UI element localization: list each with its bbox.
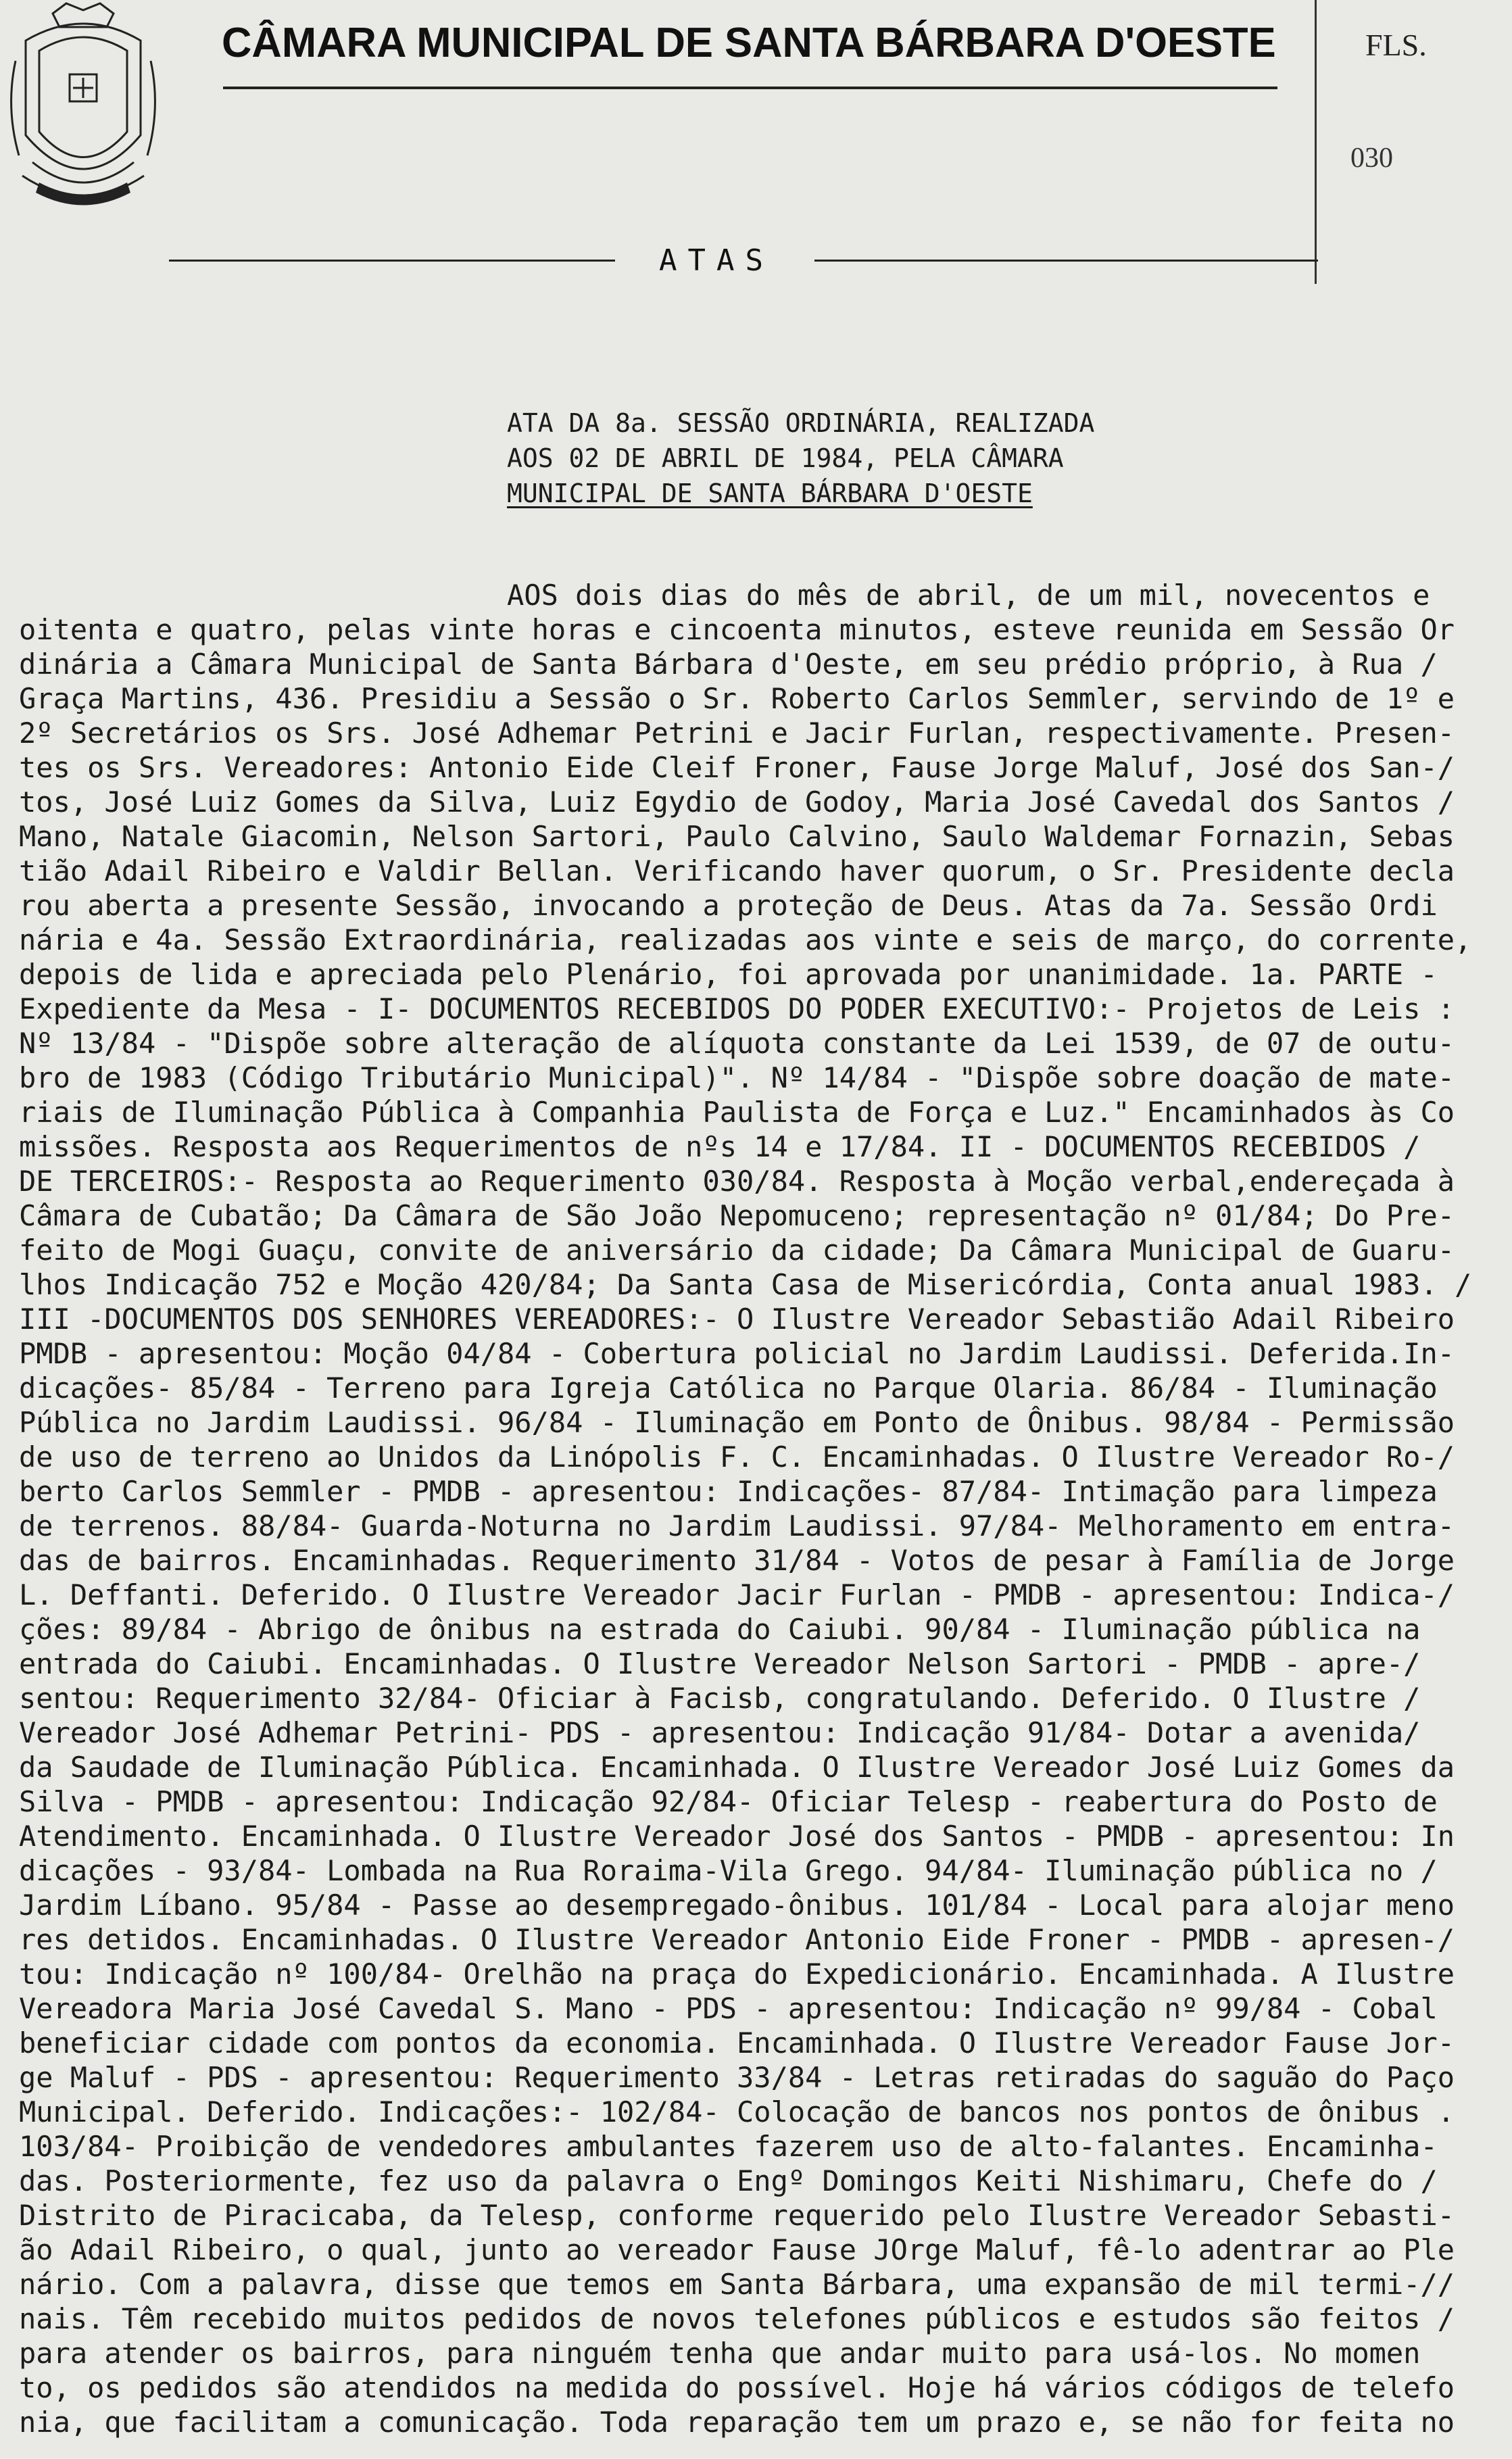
minutes-line: beneficiar cidade com pontos da economia. Encaminhada. O Ilustre Vereador Fause Jor- bbox=[19, 2026, 1455, 2060]
minutes-line: tos, José Luiz Gomes da Silva, Luiz Egydio de Godoy, Maria José Cavedal dos Santos / bbox=[19, 785, 1455, 819]
minutes-line: tes os Srs. Vereadores: Antonio Eide Cleif Froner, Fause Jorge Maluf, José dos San-/ bbox=[19, 751, 1455, 784]
minutes-line: tou: Indicação nº 100/84- Orelhão na praça do Expedicionário. Encaminhada. A Ilustre bbox=[19, 1957, 1455, 1991]
minutes-line: feito de Mogi Guaçu, convite de aniversário da cidade; Da Câmara Municipal de Guaru- bbox=[19, 1234, 1455, 1267]
minutes-line: Nº 13/84 - "Dispõe sobre alteração de alíquota constante da Lei 1539, de 07 de outu- bbox=[19, 1027, 1455, 1060]
minutes-line: da Saudade de Iluminação Pública. Encaminhada. O Ilustre Vereador José Luiz Gomes da bbox=[19, 1751, 1455, 1784]
municipal-crest-icon bbox=[5, 0, 161, 223]
minutes-line: rou aberta a presente Sessão, invocando a proteção de Deus. Atas da 7a. Sessão Ordi bbox=[19, 889, 1438, 922]
minutes-line: Municipal. Deferido. Indicações:- 102/84- Colocação de bancos nos pontos de ônibus . bbox=[19, 2095, 1455, 2128]
fls-label: FLS. bbox=[1365, 28, 1427, 62]
minutes-line: nário. Com a palavra, disse que temos em Santa Bárbara, uma expansão de mil termi-// bbox=[19, 2268, 1455, 2301]
ata-title-line: MUNICIPAL DE SANTA BÁRBARA D'OESTE bbox=[507, 479, 1033, 508]
minutes-line: sentou: Requerimento 32/84- Oficiar à Facisb, congratulando. Deferido. O Ilustre / bbox=[19, 1682, 1421, 1715]
minutes-line: Distrito de Piracicaba, da Telesp, conforme requerido pelo Ilustre Vereador Sebasti- bbox=[19, 2199, 1455, 2232]
minutes-line: ge Maluf - PDS - apresentou: Requerimento 33/84 - Letras retiradas do saguão do Paço bbox=[19, 2061, 1455, 2094]
minutes-line: Mano, Natale Giacomin, Nelson Sartori, Paulo Calvino, Saulo Waldemar Fornazin, Sebas bbox=[19, 820, 1455, 853]
minutes-line: depois de lida e apreciada pelo Plenário, foi aprovada por unanimidade. 1a. PARTE - bbox=[19, 958, 1438, 991]
minutes-line: Câmara de Cubatão; Da Câmara de São João Nepomuceno; representação nº 01/84; Do Pre- bbox=[19, 1199, 1455, 1232]
minutes-line: lhos Indicação 752 e Moção 420/84; Da Santa Casa de Misericórdia, Conta anual 1983. / bbox=[19, 1268, 1472, 1301]
minutes-line: III -DOCUMENTOS DOS SENHORES VEREADORES:- O Ilustre Vereador Sebastião Adail Ribeiro bbox=[19, 1302, 1455, 1336]
minutes-line: to, os pedidos são atendidos na medida do possível. Hoje há vários códigos de telefo bbox=[19, 2371, 1455, 2404]
ata-title-line: ATA DA 8a. SESSÃO ORDINÁRIA, REALIZADA bbox=[507, 408, 1095, 438]
minutes-line: dicações - 93/84- Lombada na Rua Roraima-Vila Grego. 94/84- Iluminação pública no / bbox=[19, 1854, 1438, 1887]
minutes-line: DE TERCEIROS:- Resposta ao Requerimento 030/84. Resposta à Moção verbal,endereçada à bbox=[19, 1165, 1455, 1198]
minutes-line: Vereador José Adhemar Petrini- PDS - apresentou: Indicação 91/84- Dotar a avenida/ bbox=[19, 1716, 1421, 1749]
section-rule-left bbox=[169, 260, 615, 262]
minutes-line: riais de Iluminação Pública à Companhia Paulista de Força e Luz." Encaminhados às Co bbox=[19, 1096, 1455, 1129]
org-name: CÂMARA MUNICIPAL DE SANTA BÁRBARA D'OESTE bbox=[222, 20, 1276, 66]
section-title: ATAS bbox=[659, 243, 774, 278]
minutes-line: 2º Secretários os Srs. José Adhemar Petrini e Jacir Furlan, respectivamente. Presen- bbox=[19, 716, 1455, 750]
minutes-line: PMDB - apresentou: Moção 04/84 - Cobertura policial no Jardim Laudissi. Deferida.In- bbox=[19, 1337, 1455, 1370]
minutes-line: berto Carlos Semmler - PMDB - apresentou: Indicações- 87/84- Intimação para limpeza bbox=[19, 1475, 1438, 1508]
ata-title-line: AOS 02 DE ABRIL DE 1984, PELA CÂMARA bbox=[507, 443, 1064, 473]
minutes-line: das de bairros. Encaminhadas. Requerimento 31/84 - Votos de pesar à Família de Jorge bbox=[19, 1544, 1455, 1577]
minutes-line: 103/84- Proibição de vendedores ambulantes fazerem uso de alto-falantes. Encaminha- bbox=[19, 2130, 1438, 2163]
minutes-line: Atendimento. Encaminhada. O Ilustre Vereador José dos Santos - PMDB - apresentou: In bbox=[19, 1820, 1455, 1853]
minutes-line: tião Adail Ribeiro e Valdir Bellan. Verificando haver quorum, o Sr. Presidente decla bbox=[19, 854, 1455, 887]
section-rule-right bbox=[814, 260, 1318, 262]
minutes-line: Vereadora Maria José Cavedal S. Mano - PDS - apresentou: Indicação nº 99/84 - Cobal bbox=[19, 1992, 1438, 2025]
minutes-line: dinária a Câmara Municipal de Santa Bárbara d'Oeste, em seu prédio próprio, à Rua / bbox=[19, 648, 1438, 681]
minutes-line: ções: 89/84 - Abrigo de ônibus na estrada do Caiubi. 90/84 - Iluminação pública na bbox=[19, 1613, 1421, 1646]
minutes-line: nais. Têm recebido muitos pedidos de novos telefones públicos e estudos são feitos / bbox=[19, 2302, 1455, 2335]
minutes-line: L. Deffanti. Deferido. O Ilustre Vereador Jacir Furlan - PMDB - apresentou: Indica-/ bbox=[19, 1578, 1455, 1611]
ata-title bbox=[507, 406, 1094, 511]
minutes-line: oitenta e quatro, pelas vinte horas e cincoenta minutos, esteve reunida em Sessão Or bbox=[19, 613, 1455, 646]
minutes-line: de uso de terreno ao Unidos da Linópolis F. C. Encaminhadas. O Ilustre Vereador Ro-/ bbox=[19, 1440, 1455, 1474]
minutes-line: Silva - PMDB - apresentou: Indicação 92/84- Oficiar Telesp - reabertura do Posto de bbox=[19, 1785, 1438, 1818]
minutes-line: de terrenos. 88/84- Guarda-Noturna no Jardim Laudissi. 97/84- Melhoramento em entra- bbox=[19, 1509, 1455, 1542]
minutes-line: Pública no Jardim Laudissi. 96/84 - Iluminação em Ponto de Ônibus. 98/84 - Permissão bbox=[19, 1406, 1455, 1439]
minutes-line: dicações- 85/84 - Terreno para Igreja Católica no Parque Olaria. 86/84 - Iluminação bbox=[19, 1371, 1438, 1405]
minutes-line: Expediente da Mesa - I- DOCUMENTOS RECEBIDOS DO PODER EXECUTIVO:- Projetos de Leis : bbox=[19, 992, 1455, 1025]
minutes-line: das. Posteriormente, fez uso da palavra o Engº Domingos Keiti Nishimaru, Chefe do / bbox=[19, 2164, 1438, 2197]
minutes-body bbox=[19, 578, 1472, 2439]
fls-number: 030 bbox=[1350, 143, 1393, 174]
minutes-line: ão Adail Ribeiro, o qual, junto ao vereador Fause JOrge Maluf, fê-lo adentrar ao Ple bbox=[19, 2233, 1455, 2266]
minutes-line: Jardim Líbano. 95/84 - Passe ao desempregado-ônibus. 101/84 - Local para alojar meno bbox=[19, 1889, 1455, 1922]
minutes-line: res detidos. Encaminhadas. O Ilustre Vereador Antonio Eide Froner - PMDB - apresen-/ bbox=[19, 1923, 1455, 1956]
minutes-line: entrada do Caiubi. Encaminhadas. O Ilustre Vereador Nelson Sartori - PMDB - apre-/ bbox=[19, 1647, 1421, 1680]
header-divider bbox=[223, 87, 1277, 89]
minutes-line: para atender os bairros, para ninguém tenha que andar muito para usá-los. No momen bbox=[19, 2337, 1421, 2370]
minutes-line: AOS dois dias do mês de abril, de um mil, novecentos e bbox=[507, 579, 1430, 612]
minutes-line: Graça Martins, 436. Presidiu a Sessão o Sr. Roberto Carlos Semmler, servindo de 1º e bbox=[19, 682, 1455, 715]
minutes-line: missões. Resposta aos Requerimentos de nºs 14 e 17/84. II - DOCUMENTOS RECEBIDOS / bbox=[19, 1130, 1421, 1163]
header-vertical-divider bbox=[1315, 0, 1317, 284]
minutes-line: bro de 1983 (Código Tributário Municipal)". Nº 14/84 - "Dispõe sobre doação de mate- bbox=[19, 1061, 1455, 1094]
minutes-line: nia, que facilitam a comunicação. Toda reparação tem um prazo e, se não for feita no bbox=[19, 2406, 1455, 2439]
minutes-line: nária e 4a. Sessão Extraordinária, realizadas aos vinte e seis de março, do corrente, bbox=[19, 923, 1472, 956]
